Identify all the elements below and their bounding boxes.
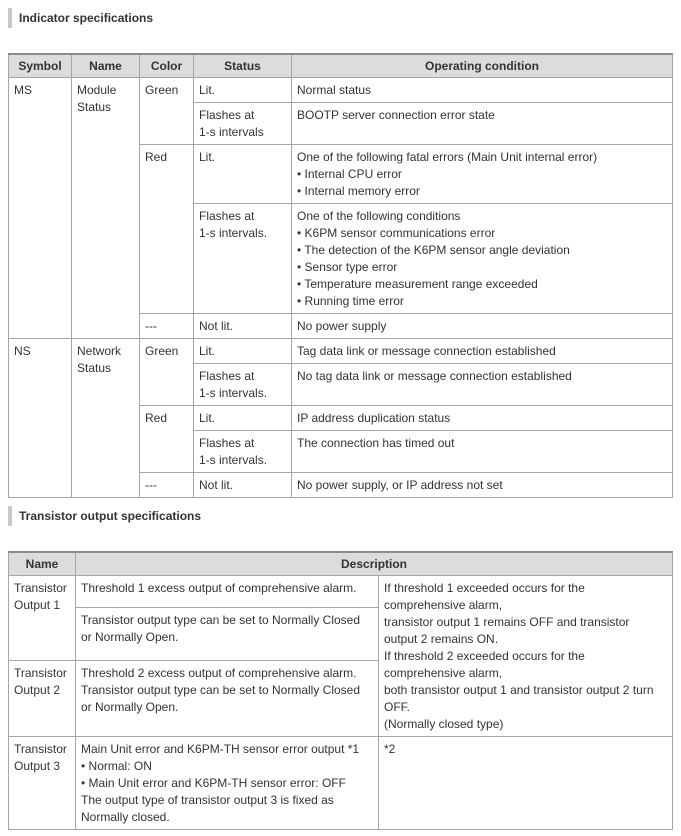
- indicator-spec-table: [8, 53, 673, 498]
- ms-color-red: Red: [140, 145, 194, 314]
- header-name: Name: [9, 552, 76, 576]
- header-operating-condition: Operating condition: [292, 54, 673, 78]
- output2-desc: Threshold 2 excess output of comprehensive alarm. Transistor output type can be set to Normally Closed or Normally Open.: [76, 661, 379, 737]
- ms-green-lit-status: Lit.: [194, 78, 292, 103]
- ns-symbol: NS: [9, 339, 72, 498]
- transistor-section-title: Transistor output specifications: [8, 506, 201, 526]
- table-row: [9, 737, 673, 830]
- output1-name: Transistor Output 1: [9, 576, 76, 661]
- ms-color-green: Green: [140, 78, 194, 145]
- ms-symbol: MS: [9, 78, 72, 339]
- transistor-spec-table: [8, 551, 673, 830]
- ns-green-lit-status: Lit.: [194, 339, 292, 364]
- ms-green-flash-status: Flashes at 1-s intervals: [194, 103, 292, 145]
- output2-name: Transistor Output 2: [9, 661, 76, 737]
- ns-notlit-condition: No power supply, or IP address not set: [292, 473, 673, 498]
- ns-green-flash-condition: No tag data link or message connection established: [292, 364, 673, 406]
- ms-green-flash-condition: BOOTP server connection error state: [292, 103, 673, 145]
- output3-desc: Main Unit error and K6PM-TH sensor error output *1 • Normal: ON • Main Unit error and K6PM-TH sensor error: OFF The output type of transistor output 3 is fixed as Normally closed.: [76, 737, 379, 830]
- header-name: Name: [72, 54, 140, 78]
- transistor-header-row: [9, 552, 673, 576]
- ms-name: Module Status: [72, 78, 140, 339]
- ns-notlit-status: Not lit.: [194, 473, 292, 498]
- output3-name: Transistor Output 3: [9, 737, 76, 830]
- header-status: Status: [194, 54, 292, 78]
- table-row: [9, 339, 673, 364]
- header-color: Color: [140, 54, 194, 78]
- ms-green-lit-condition: Normal status: [292, 78, 673, 103]
- ms-notlit-condition: No power supply: [292, 314, 673, 339]
- table-row: [9, 78, 673, 103]
- output12-behavior-desc: If threshold 1 exceeded occurs for the comprehensive alarm, transistor output 1 remains OFF and transistor output 2 remains ON. If threshold 2 exceeded occurs for the comprehensive alarm, both transistor output 1 and transistor output 2 turn OFF. (Normally closed type): [379, 576, 673, 737]
- output1-alarm-desc: Threshold 1 excess output of comprehensive alarm.: [76, 576, 379, 608]
- output1-type-desc: Transistor output type can be set to Normally Closed or Normally Open.: [76, 607, 379, 660]
- ms-color-none: ---: [140, 314, 194, 339]
- ns-green-flash-status: Flashes at 1-s intervals.: [194, 364, 292, 406]
- ns-color-red: Red: [140, 406, 194, 473]
- ns-name: Network Status: [72, 339, 140, 498]
- ms-notlit-status: Not lit.: [194, 314, 292, 339]
- indicator-section-title: Indicator specifications: [8, 8, 153, 28]
- header-symbol: Symbol: [9, 54, 72, 78]
- ns-red-lit-condition: IP address duplication status: [292, 406, 673, 431]
- header-description: Description: [76, 552, 673, 576]
- ms-red-flash-status: Flashes at 1-s intervals.: [194, 204, 292, 314]
- ns-red-flash-status: Flashes at 1-s intervals.: [194, 431, 292, 473]
- ms-red-lit-condition: One of the following fatal errors (Main Unit internal error) • Internal CPU error • Internal memory error: [292, 145, 673, 204]
- indicator-header-row: [9, 54, 673, 78]
- output3-note: *2: [379, 737, 673, 830]
- ns-red-lit-status: Lit.: [194, 406, 292, 431]
- ns-green-lit-condition: Tag data link or message connection established: [292, 339, 673, 364]
- ns-red-flash-condition: The connection has timed out: [292, 431, 673, 473]
- ms-red-flash-condition: One of the following conditions • K6PM sensor communications error • The detection of the K6PM sensor angle deviation • Sensor type error • Temperature measurement range exceeded • Running time error: [292, 204, 673, 314]
- ms-red-lit-status: Lit.: [194, 145, 292, 204]
- ns-color-green: Green: [140, 339, 194, 406]
- table-row: [9, 576, 673, 608]
- ns-color-none: ---: [140, 473, 194, 498]
